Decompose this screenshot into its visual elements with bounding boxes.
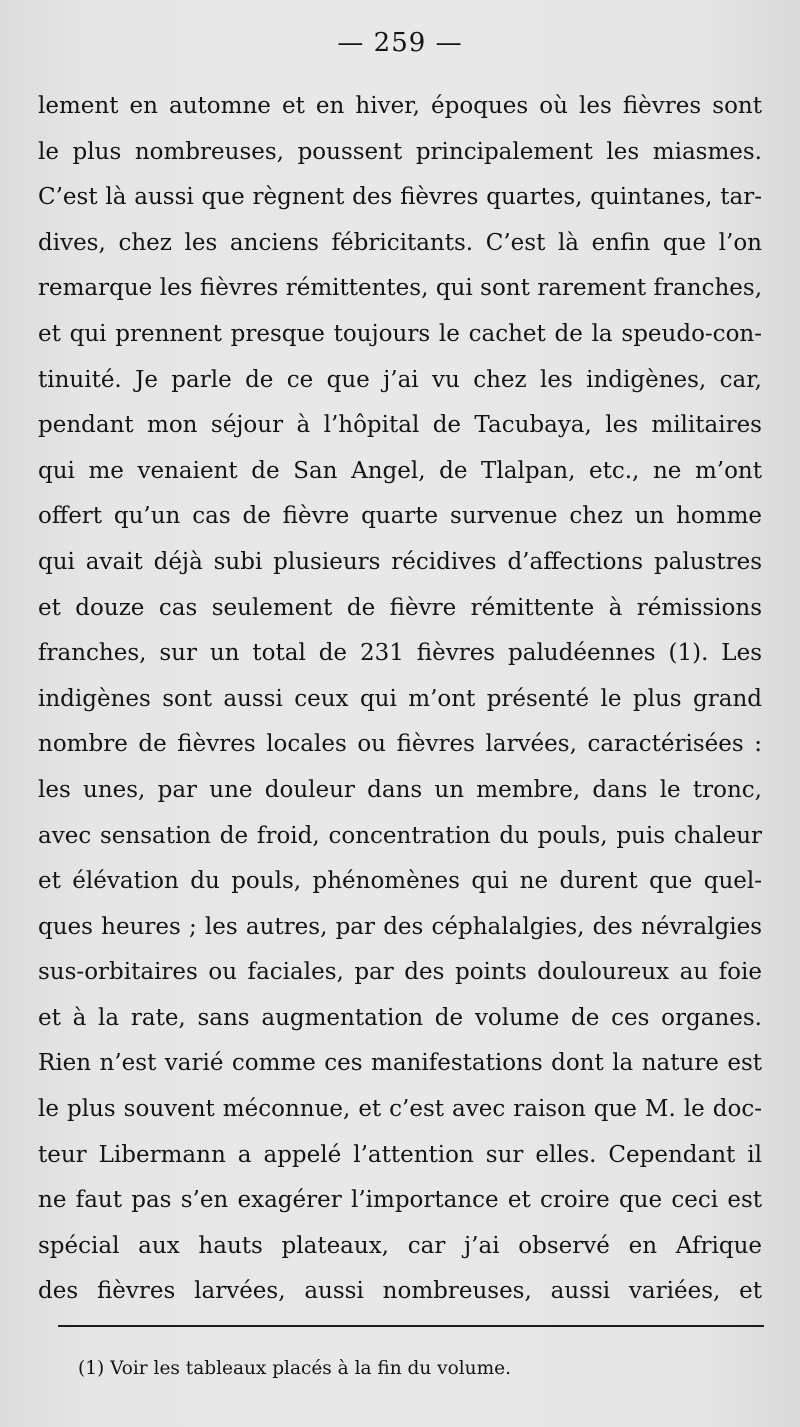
text-line: ques heures ; les autres, par des céphalalgies, des névralgies	[38, 913, 762, 940]
text-line: qui avait déjà subi plusieurs récidives d’affections palustres	[38, 548, 762, 575]
text-line: dives, chez les anciens fébricitants. C’est là enfin que l’on	[38, 229, 762, 256]
text-line: sus-orbitaires ou faciales, par des points douloureux au foie	[38, 959, 762, 986]
text-line: et douze cas seulement de fièvre rémittente à rémissions	[38, 594, 762, 621]
text-line: franches, sur un total de 231 fièvres paludéennes (1). Les	[38, 640, 762, 667]
text-line: et élévation du pouls, phénomènes qui ne durent que quel-	[38, 868, 762, 895]
page-number: — 259 —	[337, 28, 463, 58]
body-text	[38, 84, 762, 1315]
text-line: lement en automne et en hiver, époques où les fièvres sont	[38, 93, 762, 119]
text-line: le plus nombreuses, poussent principalement les miasmes.	[38, 138, 762, 165]
text-line: Rien n’est varié comme ces manifestations dont la nature est	[38, 1050, 762, 1077]
text-line: teur Libermann a appelé l’attention sur elles. Cependant il	[38, 1141, 762, 1168]
text-line: tinuité. Je parle de ce que j’ai vu chez les indigènes, car,	[38, 366, 762, 393]
text-line: qui me venaient de San Angel, de Tlalpan, etc., ne m’ont	[38, 457, 762, 484]
text-line: les unes, par une douleur dans un membre, dans le tronc,	[38, 776, 762, 803]
text-line: indigènes sont aussi ceux qui m’ont présenté le plus grand	[38, 685, 762, 712]
footnote-rule	[58, 1325, 764, 1327]
text-line: ne faut pas s’en exagérer l’importance et croire que ceci est	[38, 1187, 762, 1214]
text-line: le plus souvent méconnue, et c’est avec raison que M. le doc-	[38, 1096, 762, 1123]
text-line: pendant mon séjour à l’hôpital de Tacubaya, les militaires	[38, 412, 762, 439]
text-line: et à la rate, sans augmentation de volume de ces organes.	[38, 1004, 762, 1031]
text-line: des fièvres larvées, aussi nombreuses, aussi variées, et	[38, 1278, 762, 1305]
text-line: spécial aux hauts plateaux, car j’ai observé en Afrique	[38, 1232, 762, 1259]
text-line: remarque les fièvres rémittentes, qui sont rarement franches,	[38, 275, 762, 302]
text-line: et qui prennent presque toujours le cachet de la speudo-con-	[38, 320, 762, 347]
footnote: (1) Voir les tableaux placés à la fin du volume.	[78, 1358, 511, 1379]
text-line: C’est là aussi que règnent des fièvres quartes, quintanes, tar-	[38, 184, 762, 211]
text-line: nombre de fièvres locales ou fièvres larvées, caractérisées :	[38, 731, 762, 758]
text-line: offert qu’un cas de fièvre quarte survenue chez un homme	[38, 503, 762, 530]
text-line: avec sensation de froid, concentration du pouls, puis chaleur	[38, 822, 762, 849]
